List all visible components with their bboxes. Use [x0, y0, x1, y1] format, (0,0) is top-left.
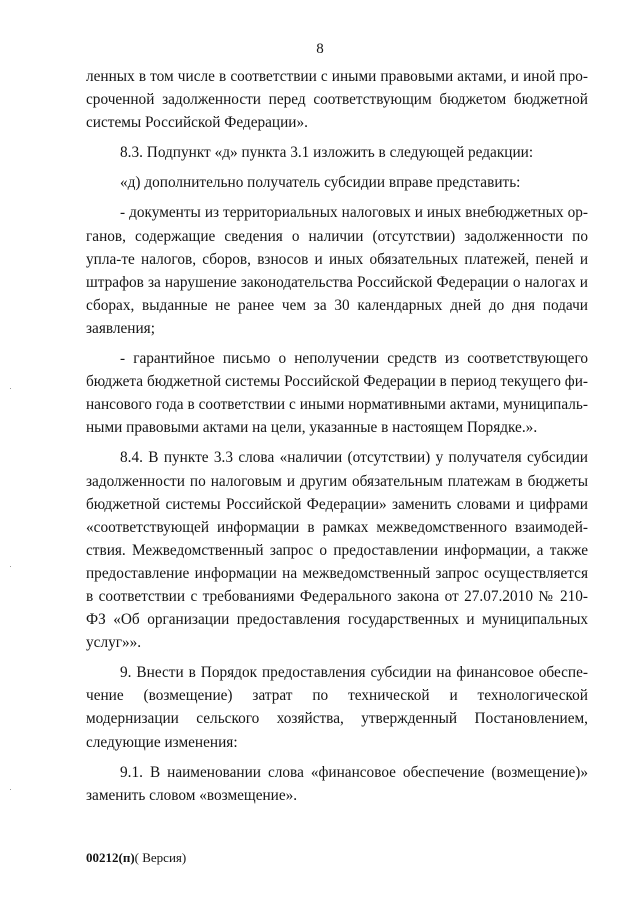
scan-artifact: [10, 789, 11, 790]
footer-document-code: 00212(п): [86, 850, 135, 865]
paragraph-9-1: 9.1. В наименовании слова «финансовое обеспечение (возмещение)» заменить словом «возмещение».: [86, 763, 588, 804]
paragraph-guarantee-letter-item: - гарантийное письмо о неполучении средств из соответствующего бюджета бюджетной системы Российской Федерации в период текущего фи-нансового года в соответствии с иными нормативными актами, муниципаль-ными правовыми актами на цели, указанные в настоящем Порядке.».: [86, 350, 588, 437]
paragraph-8-3: 8.3. Подпункт «д» пункта 3.1 изложить в следующей редакции:: [120, 144, 534, 162]
paragraph-9: 9. Внести в Порядок предоставления субсидии на финансовое обеспе-чение (возмещение) затрат по технической и технологической модернизации сельского хозяйства, утвержденный Постановлением, следующие изменения:: [86, 664, 588, 751]
footer-version-label: ( Версия): [134, 850, 187, 865]
paragraph-subpoint-d: «д) дополнительно получатель субсидии вправе представить:: [120, 174, 521, 192]
scan-artifact: [10, 566, 11, 567]
scan-artifact: [10, 388, 11, 389]
document-footer: [86, 850, 186, 866]
paragraph-documents-item: - документы из территориальных налоговых и иных внебюджетных ор-ганов, содержащие сведения о наличии (отсутствии) задолженности по упла-те налогов, сборов, взносов и иных обязательных платежей, пеней и штрафов за нарушение законодательства Российской Федерации о налогах и сборах, выданные не ранее чем за 30 календарных дней до дня подачи заявления;: [86, 204, 588, 337]
paragraph-continuation: ленных в том числе в соответствии с иными правовыми актами, и иной про-сроченной задолженности перед соответствующим бюджетом бюджетной системы Российской Федерации».: [86, 68, 588, 132]
page-number: 8: [316, 41, 324, 57]
document-body: [86, 65, 588, 807]
paragraph-8-4: 8.4. В пункте 3.3 слова «наличии (отсутствии) у получателя субсидии задолженности по налоговым и другим обязательным платежам в бюджеты бюджетной системы Российской Федерации» заменить словами и цифрами «соответствующей информации в рамках межведомственного взаимодей-ствия. Межведомственный запрос о предоставлении информации, а также предоставление информации на межведомственный запрос осуществляется в соответствии с требованиями Федерального закона от 27.07.2010 № 210-ФЗ «Об организации предоставления государственных и муниципальных услуг»».: [86, 449, 588, 652]
